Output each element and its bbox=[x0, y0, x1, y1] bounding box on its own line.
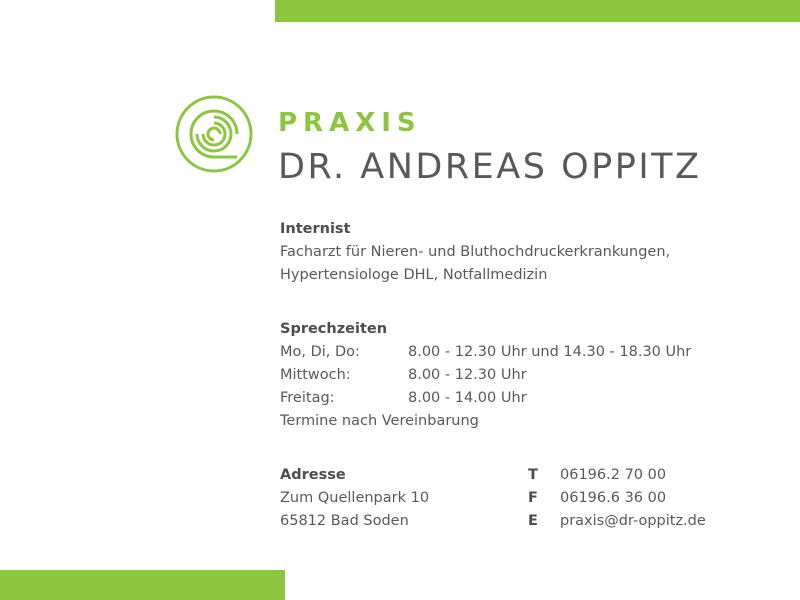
top-accent-bar bbox=[275, 0, 800, 22]
card-header bbox=[278, 110, 702, 185]
contact-value-email[interactable]: praxis@dr-oppitz.de bbox=[560, 513, 706, 529]
hours-row bbox=[280, 364, 691, 387]
hours-day: Freitag: bbox=[280, 390, 335, 406]
office-hours-title: Sprechzeiten bbox=[280, 321, 388, 337]
address-street: Zum Quellenpark 10 bbox=[280, 490, 430, 506]
specialty-line-2: Hypertensiologe DHL, Notfallmedizin bbox=[280, 267, 548, 283]
specialty-title: Internist bbox=[280, 221, 351, 237]
contact-row-fax bbox=[528, 487, 706, 510]
contact-value: 06196.2 70 00 bbox=[560, 467, 667, 483]
contact-row-email[interactable] bbox=[528, 510, 706, 533]
praxis-label: PRAXIS bbox=[278, 108, 422, 138]
hours-row bbox=[280, 341, 691, 364]
office-hours-block bbox=[280, 318, 691, 433]
specialty-line-1: Facharzt für Nieren- und Bluthochdruckerkrankungen, bbox=[280, 244, 671, 260]
address-city: 65812 Bad Soden bbox=[280, 513, 409, 529]
spiral-circles-logo-icon bbox=[175, 95, 253, 173]
hours-row bbox=[280, 387, 691, 410]
contact-value: 06196.6 36 00 bbox=[560, 490, 667, 506]
hours-day: Mittwoch: bbox=[280, 367, 351, 383]
contact-row-phone bbox=[528, 464, 706, 487]
specialty-block bbox=[280, 218, 670, 287]
contact-column bbox=[528, 464, 706, 533]
hours-time: 8.00 - 12.30 Uhr bbox=[408, 367, 527, 383]
appointment-note: Termine nach Vereinbarung bbox=[280, 413, 479, 429]
address-title: Adresse bbox=[280, 467, 346, 483]
hours-day: Mo, Di, Do: bbox=[280, 344, 360, 360]
contact-type-label: T bbox=[528, 467, 538, 483]
contact-type-label: E bbox=[528, 513, 538, 529]
contact-type-label: F bbox=[528, 490, 538, 506]
hours-time: 8.00 - 12.30 Uhr und 14.30 - 18.30 Uhr bbox=[408, 344, 692, 360]
address-column bbox=[280, 464, 528, 533]
doctor-name: DR. ANDREAS OPPITZ bbox=[278, 147, 702, 187]
hours-time: 8.00 - 14.00 Uhr bbox=[408, 390, 527, 406]
address-contact-block bbox=[280, 464, 706, 533]
bottom-accent-bar bbox=[0, 570, 285, 600]
